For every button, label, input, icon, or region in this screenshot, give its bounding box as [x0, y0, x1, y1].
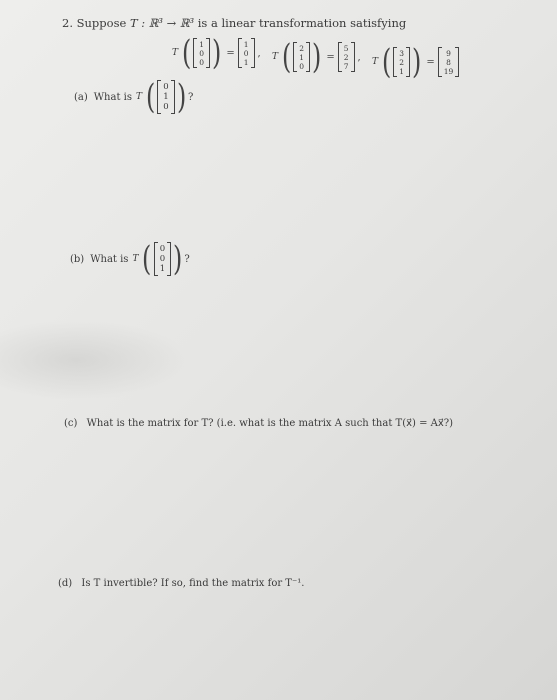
- output-vector: 1 0 1: [243, 39, 249, 67]
- intro-map: T : ℝ³ → ℝ³: [129, 16, 195, 30]
- output-vector: 9 8 19: [443, 48, 454, 76]
- part-d-label: (d): [58, 578, 73, 589]
- part-b-label: (b): [70, 253, 85, 265]
- part-d: [58, 578, 304, 589]
- map-label: T: [272, 52, 279, 62]
- page-shadow: [0, 320, 190, 400]
- part-a-question: What is: [93, 91, 132, 103]
- part-d-text: Is T invertible? If so, find the matrix for T⁻¹.: [81, 578, 305, 589]
- part-a-map: T: [135, 92, 142, 102]
- part-a-vector: 0 1 0: [163, 82, 169, 112]
- map-label: T: [372, 57, 379, 67]
- intro-suffix: is a linear transformation satisfying: [194, 16, 407, 30]
- input-vector: 2 1 0: [299, 43, 305, 71]
- given-mapping-1: T ( 1 0 0 ) = 1 0 1 ,: [172, 33, 261, 73]
- part-a-label: (a): [74, 91, 88, 103]
- output-vector: 5 2 7: [343, 43, 349, 71]
- map-label: T: [172, 48, 179, 58]
- part-c-label: (c): [64, 418, 78, 429]
- given-mapping-2: T ( 2 1 0 ) = 5 2 7 ,: [272, 37, 361, 77]
- part-c-text: What is the matrix for T? (i.e. what is the matrix A such that T(x⃗) = Ax⃗?): [86, 418, 454, 429]
- input-vector: 3 2 1: [399, 48, 405, 76]
- part-b-map: T: [132, 254, 139, 264]
- problem-statement: [62, 16, 406, 30]
- part-b: (b) What is T ( 0 0 1 ) ?: [70, 239, 190, 279]
- given-mapping-3: T ( 3 2 1 ) = 9 8 19: [372, 45, 459, 79]
- problem-number: 2.: [62, 16, 73, 30]
- part-b-vector: 0 0 1: [159, 244, 166, 274]
- part-b-question: What is: [90, 253, 129, 265]
- intro-prefix: Suppose: [76, 16, 130, 30]
- input-vector: 1 0 0: [199, 39, 205, 67]
- part-c: [64, 418, 453, 429]
- part-a: (a) What is T ( 0 1 0 ) ?: [74, 77, 194, 117]
